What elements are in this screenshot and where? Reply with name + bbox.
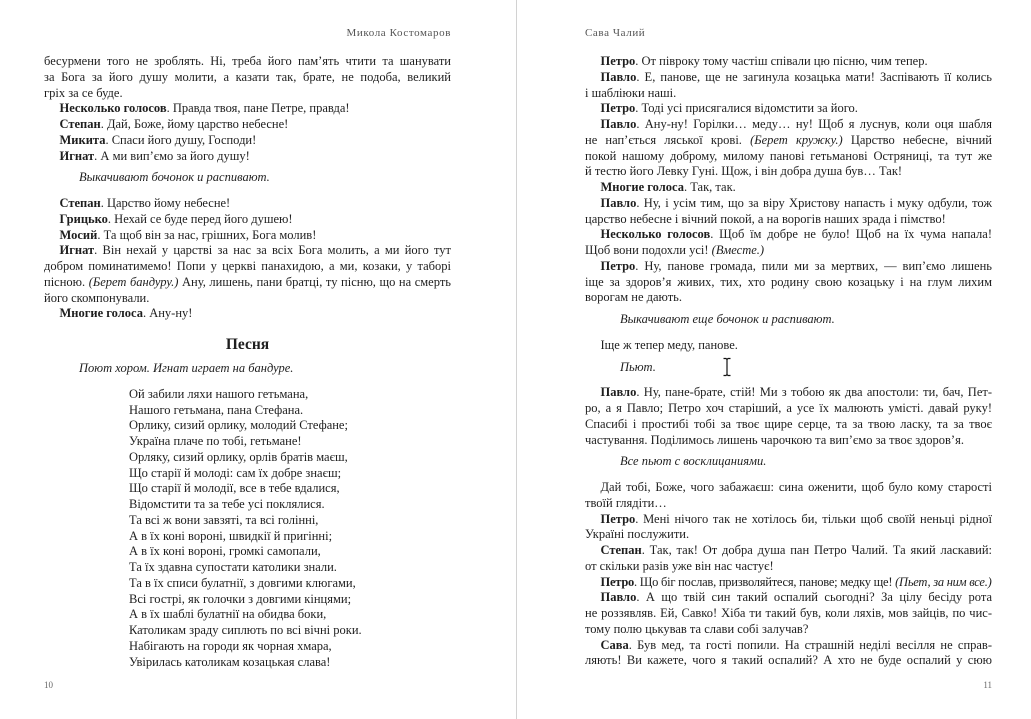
section-heading: Песня <box>225 336 270 353</box>
text-line <box>585 133 992 149</box>
text-line <box>585 117 992 133</box>
verse-line: А в їх шаблі булатнії на обидва боки, <box>129 607 327 622</box>
text-line <box>585 512 992 528</box>
speech-paragraph <box>44 196 451 212</box>
verse-line: Нашого гетьмана, пана Стефана. <box>129 402 304 417</box>
speech-paragraph <box>585 543 992 575</box>
page-text <box>44 54 451 670</box>
speaker-name: Павло <box>600 590 637 605</box>
text-line: бесурмени того не зроблять. Ні, треба його пам’ять чтити та шанувати <box>44 54 451 68</box>
line-text: . Щоб їм добре не було! Щоб на їх чума напала! <box>710 227 992 242</box>
speech-paragraph <box>585 180 992 196</box>
verse-line: Що старії й молоді: сам їх добре знаєш; <box>129 465 342 480</box>
text-line <box>585 227 992 243</box>
speech-paragraph <box>585 117 992 180</box>
line-text: . Він нехай у царстві за нас за всіх Бога молить, а ми його тут <box>94 243 451 258</box>
text-line <box>585 543 992 559</box>
line-text: . Царство йому небесне! <box>100 196 231 210</box>
speech-paragraph <box>585 512 992 544</box>
text-line: Спасибі і простибі тобі за твоє щире серце, та за твою ласку, та за твоє <box>585 416 992 431</box>
text-line: і шабліюки наші. <box>585 85 677 100</box>
page-right[interactable] <box>517 0 1031 719</box>
verse-line: Та в їх списи булатнії, з довгими клюгами, <box>129 575 356 590</box>
text-line: за Бога за його душу молити, а казати так, брате, не подоба, великий <box>44 69 451 84</box>
speech-paragraph <box>585 638 992 670</box>
text-line: ворогам не дають. <box>585 290 683 305</box>
verse-line: Католикам зраду сиплють по всі вічні роки. <box>129 623 362 637</box>
line-text: . Мені нічого так не хотілось би, тільки щоб своїй неньці рідної <box>635 511 992 526</box>
text-line <box>44 149 451 165</box>
verse-line: Та всі ж вони завзяті, та всі голінні, <box>129 512 319 527</box>
speaker-name: Петро <box>600 574 635 589</box>
line-text: . От півроку тому частіш співали цю пісню, чим тепер. <box>635 54 928 68</box>
stage-direction <box>585 312 992 328</box>
speaker-name: Игнат <box>59 148 95 163</box>
speaker-name: Петро <box>600 101 636 116</box>
verse-line: А в їх коні вороні, громкі самопали, <box>129 544 321 559</box>
text-line <box>585 243 992 259</box>
speech-paragraph <box>585 259 992 306</box>
line-text: . Правда твоя, пане Петре, правда! <box>166 101 350 116</box>
speaker-name: Петро <box>600 511 636 526</box>
stage-direction <box>44 361 451 377</box>
text-line: його скомпонували. <box>44 290 150 305</box>
text-line <box>44 212 451 228</box>
text-line: Все пьют с восклицаниями. <box>620 454 767 469</box>
stage-direction <box>585 454 992 470</box>
inline-stage-direction: (Пьет, за ним все.) <box>895 574 992 589</box>
line-text: Ану, лишень, пани братці, ту пісню, що на смерть <box>178 274 451 289</box>
speech-paragraph <box>44 228 451 244</box>
speech-paragraph <box>44 306 451 322</box>
text-line <box>44 243 451 259</box>
inline-stage-direction: (Берет бандуру.) <box>88 274 179 289</box>
page-number: 10 <box>44 680 53 690</box>
speech-paragraph <box>44 149 451 165</box>
text-line: Выкачивают бочонок и распивают. <box>79 170 270 185</box>
text-line: ро, а я Павло; Петро хоч старіший, а усе їх малюють умісті. давай руку! <box>585 401 992 415</box>
text-line <box>585 259 992 275</box>
speech-paragraph <box>44 101 451 117</box>
line-text: . Що біг послав, призволяйтеся, панове; медку ще! <box>634 574 896 589</box>
verse-line: Що старії й молодії, все в тебе вдалися, <box>129 481 340 496</box>
speaker-name: Многие голоса <box>59 306 143 321</box>
line-text: . Ну, і усім тим, що за віру Христову напасть і муку одбули, тож <box>636 195 992 210</box>
verse-line: Набігають на городи як чорная хмара, <box>129 638 332 653</box>
text-line: твоїй глядіти… <box>585 495 667 510</box>
inline-stage-direction: (Вместе.) <box>711 243 765 257</box>
inline-stage-direction: (Берет кружку.) <box>750 132 843 147</box>
line-text: . Дай, Боже, йому царство небесне! <box>100 117 289 131</box>
speaker-name: Степан <box>59 196 101 210</box>
line-text: пісною. <box>44 274 89 289</box>
text-line <box>44 275 451 291</box>
text-line <box>585 575 992 591</box>
verse-line: Орляку, сизий орлику, орлів братів маєш, <box>129 449 348 464</box>
text-line: царство небесне і вічний покой, а на ворогів наших зрада і пімство! <box>585 211 946 226</box>
speech-paragraph <box>585 196 992 228</box>
speech-paragraph <box>585 70 992 102</box>
text-line <box>585 196 992 212</box>
line-text: . А ми вип’ємо за його душу! <box>94 148 250 163</box>
text-line <box>44 196 451 212</box>
line-text: Щоб вони подохли усі! <box>585 243 712 257</box>
verse-line: Орлику, сизий орлику, молодий Стефане; <box>129 418 348 433</box>
speech-paragraph <box>585 590 992 637</box>
line-text: . Нехай се буде перед його душею! <box>107 211 293 226</box>
line-text: Царство небесне, вічний <box>842 132 992 147</box>
page-text <box>585 54 992 669</box>
speaker-name: Степан <box>59 117 101 131</box>
speaker-name: Степан <box>600 543 642 557</box>
text-line <box>585 590 992 606</box>
line-text: . Так, так! От добра душа пан Петро Чалий. Та який ласкавий: <box>641 543 992 557</box>
text-line <box>585 180 992 196</box>
text-line: Іще ж тепер меду, панове. <box>600 337 738 352</box>
speaker-name: Павло <box>600 117 637 131</box>
line-text: . Ану-ну! Горілки… меду… ну! Щоб я луснув, коли оця шабля <box>636 117 992 131</box>
text-line <box>585 54 992 70</box>
line-text: . Та щоб він за нас, грішних, Бога молив! <box>97 227 317 242</box>
text-line <box>585 70 992 86</box>
speech-paragraph <box>44 243 451 306</box>
verse-stanza <box>44 387 451 671</box>
speaker-name: Павло <box>600 195 637 210</box>
speaker-name: Павло <box>600 69 637 84</box>
line-text: . Тоді усі присягалися відомстити за його. <box>635 101 858 116</box>
speech-paragraph <box>585 385 992 448</box>
verse-line: Та їх здавна супостати католики знали. <box>129 560 337 574</box>
line-text: . Ану-ну! <box>142 306 193 321</box>
speech-paragraph <box>585 54 992 70</box>
text-line: не роззявляв. Ей, Савко! Хіба ти такий був, коли ляхів, мов зайців, по чис- <box>585 606 992 620</box>
line-text: . Ну, панове громада, пили ми за мертвих, — вип’ємо лишень <box>635 258 992 273</box>
line-text: . Ну, пане-брате, стій! Ми з тобою як два апостоли: ти, бач, Пет- <box>636 385 992 400</box>
text-line <box>44 306 451 322</box>
speaker-name: Многие голоса <box>600 180 684 194</box>
verse-line: Ой забили ляхи нашого гетьмана, <box>129 386 309 401</box>
speech-paragraph <box>585 101 992 117</box>
stage-direction <box>585 360 992 376</box>
text-line <box>585 101 992 117</box>
speech-paragraph <box>44 117 451 133</box>
speech-paragraph <box>585 338 992 354</box>
text-line: Поют хором. Игнат играет на бандуре. <box>79 361 294 375</box>
speech-paragraph <box>585 575 992 591</box>
speaker-name: Павло <box>600 385 637 400</box>
line-text: . Так, так. <box>683 180 736 194</box>
text-line: Дай тобі, Боже, чого забажаєш: сина оженити, щоб було кому старості <box>600 480 992 494</box>
verse-line: А в їх коні вороні, швидкії й пригінні; <box>129 528 333 543</box>
speaker-name: Петро <box>600 54 636 68</box>
speaker-name: Петро <box>600 258 636 273</box>
text-line: от скільки разів уже він нас частує! <box>585 558 774 573</box>
speech-paragraph <box>585 480 992 512</box>
text-line <box>585 638 992 654</box>
speaker-name: Микита <box>59 132 106 147</box>
line-text: . А що твій син такий оспалий сьогодні? За цілу бесіду рота <box>636 590 992 605</box>
text-line: Україні послужити. <box>585 527 690 542</box>
speaker-name: Несколько голосов <box>59 101 167 116</box>
text-line <box>44 117 451 133</box>
running-head-title: Сава Чалий <box>585 27 646 39</box>
speaker-name: Грицько <box>59 211 108 226</box>
line-text: . Був мед, та гості попили. На страшній неділі весілля не справ- <box>628 637 992 652</box>
speaker-name: Игнат <box>59 243 95 258</box>
speech-paragraph <box>44 133 451 149</box>
text-line: Выкачивают еще бочонок и распивают. <box>620 312 835 326</box>
text-line: добром поминатимемо! Попи у церкві панахидою, а ми, козаки, у таборі <box>44 259 451 273</box>
running-head-author: Микола Костомаров <box>346 27 451 39</box>
verse-line: Україна плаче по тобі, гетьмане! <box>129 434 302 448</box>
speaker-name: Сава <box>600 637 629 652</box>
speech-paragraph <box>44 212 451 228</box>
speaker-name: Мосий <box>59 227 98 242</box>
text-line <box>585 385 992 401</box>
text-line: покой нашому доброму, милому панові гетьманові Остряниці, та тут же <box>585 148 992 163</box>
text-cursor-icon <box>722 357 732 377</box>
text-line: тому полю цькував та слави собі залучав? <box>585 621 809 636</box>
text-line: й тестю його Левку Гуні. Щож, і він добра душа був… Так! <box>585 164 903 179</box>
speech-paragraph <box>585 227 992 259</box>
text-line: ляють! Ви кажете, чого я такий оспалий? А хто не буде оспалий у сюю <box>585 653 992 668</box>
verse-line: Увірилась католикам козацькая слава! <box>129 654 331 669</box>
text-line <box>44 133 451 149</box>
verse-line: Всі гострі, як голочки з довгими кінцями; <box>129 591 352 606</box>
text-line: Пьют. <box>620 359 656 374</box>
stage-direction <box>44 170 451 186</box>
line-text: . Е, панове, ще не загинула козацька мати! Заспівають її колись <box>636 69 992 84</box>
text-line <box>44 228 451 244</box>
line-text: не нап’ється ляської крові. <box>585 132 751 147</box>
text-line: частування. Поділимось лишень чарочкою та вип’ємо за твоє здоров’я. <box>585 432 964 447</box>
paragraph-continuation <box>44 54 451 101</box>
text-line <box>44 101 451 117</box>
text-line: гріх за се буде. <box>44 85 123 100</box>
page-number: 11 <box>983 680 992 690</box>
verse-line: Відомстити та за тебе усі поклялися. <box>129 497 325 511</box>
line-text: . Спаси його душу, Господи! <box>105 132 257 147</box>
speaker-name: Несколько голосов <box>600 227 711 242</box>
text-line: іще за здоров’я живих, тих, хто родину свою козацьку і на глум лихим <box>585 274 992 289</box>
